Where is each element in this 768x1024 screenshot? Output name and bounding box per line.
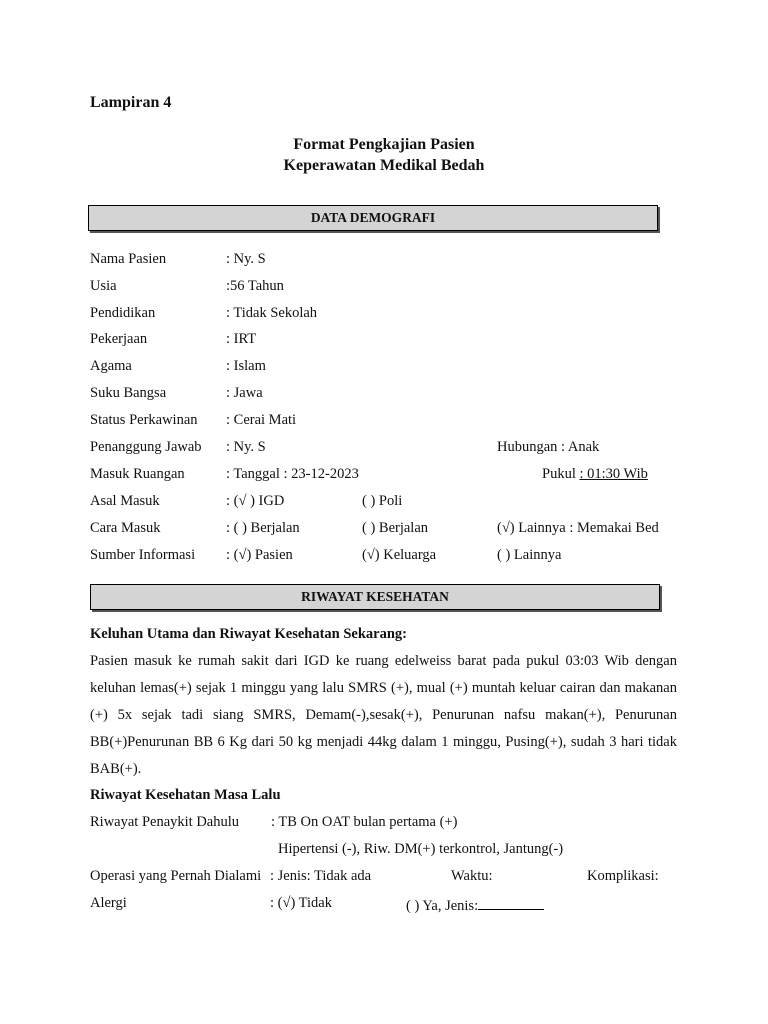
blank-line	[478, 895, 544, 910]
appendix-label: Lampiran 4	[90, 94, 172, 111]
field-value: : IRT	[226, 331, 257, 347]
field-value: : Islam	[226, 358, 266, 374]
page-subtitle: Keperawatan Medikal Bedah	[283, 157, 485, 174]
admission-time-label: Pukul	[542, 466, 576, 482]
operasi-waktu: Waktu:	[451, 868, 493, 884]
page-title: Format Pengkajian Pasien	[293, 136, 475, 153]
admission-time-value: : 01:30 Wib	[579, 466, 648, 482]
operasi-komplikasi: Komplikasi:	[587, 868, 659, 884]
field-label	[90, 868, 261, 885]
field-label: Alergi	[90, 895, 127, 911]
field-label: Status Perkawinan	[90, 412, 198, 428]
field-label: Sumber Informasi	[90, 547, 196, 563]
keluhan-paragraph: Pasien masuk ke rumah sakit dari IGD ke ruang edelweiss barat pada pukul 03:03 Wib dengan keluhan lemas(+) sejak 1 minggu yang lalu SMRS (+), mual (+) muntah keluar cairan dan makanan (+) 5x sejak tadi siang SMRS, Demam(-),sesak(+), Penurunan nafsu makan(+), Penurunan BB(+)Penurunan BB 6 Kg dari 50 kg menjadi 44kg dalam 1 minggu, Pusing(+), sudah 3 hari tidak BAB(+).	[90, 653, 677, 777]
option-unchecked: ( ) Ya, Jenis:	[406, 898, 479, 914]
operasi-jenis: : Jenis: Tidak ada	[270, 868, 372, 884]
field-label: Asal Masuk	[90, 493, 160, 509]
field-label: Agama	[90, 358, 132, 374]
field-label: Penanggung Jawab	[90, 439, 202, 455]
field-label: Nama Pasien	[90, 251, 167, 267]
field-value: : Ny. S	[226, 251, 266, 267]
field-value: : Tidak Sekolah	[226, 305, 318, 321]
option-unchecked: ( ) Poli	[362, 493, 403, 509]
alergi-ya	[406, 895, 544, 915]
field-label: Masuk Ruangan	[90, 466, 185, 482]
relation-value: Hubungan : Anak	[497, 439, 600, 455]
section-heading-riwayat-text: RIWAYAT KESEHATAN	[301, 589, 449, 604]
section-heading-riwayat	[90, 584, 660, 610]
field-value: : TB On OAT bulan pertama (+)	[271, 814, 458, 830]
admission-date: : Tanggal : 23-12-2023	[226, 466, 359, 482]
option-unchecked: ( ) Lainnya	[497, 547, 562, 563]
section-heading-demografi	[88, 205, 658, 231]
option-checked: : (√) Tidak	[270, 895, 332, 911]
option-checked: (√) Keluarga	[362, 547, 437, 563]
option-checked: (√) Lainnya : Memakai Bed	[497, 520, 659, 536]
option-checked: : (√ ) IGD	[226, 493, 285, 509]
keluhan-title: Keluhan Utama dan Riwayat Kesehatan Sekarang:	[90, 626, 408, 642]
option-checked: : (√) Pasien	[226, 547, 293, 563]
field-value: Hipertensi (-), Riw. DM(+) terkontrol, Jantung(-)	[278, 841, 564, 857]
field-value: : Jawa	[226, 385, 263, 401]
field-value: : Ny. S	[226, 439, 266, 455]
field-label: Pekerjaan	[90, 331, 148, 347]
admission-time	[542, 466, 648, 483]
option-unchecked: ( ) Berjalan	[362, 520, 429, 536]
field-label: Cara Masuk	[90, 520, 161, 536]
field-label: Suku Bangsa	[90, 385, 167, 401]
field-label: Riwayat Penaykit Dahulu	[90, 814, 240, 830]
option-unchecked: : ( ) Berjalan	[226, 520, 300, 536]
operasi-label: Operasi yang Pernah Dialami	[90, 868, 262, 884]
masa-lalu-title: Riwayat Kesehatan Masa Lalu	[90, 787, 281, 803]
section-heading-demografi-text: DATA DEMOGRAFI	[310, 210, 436, 225]
field-label: Pendidikan	[90, 305, 156, 321]
field-value: :56 Tahun	[226, 278, 284, 294]
field-label: Usia	[90, 278, 117, 294]
field-value: : Cerai Mati	[226, 412, 297, 428]
